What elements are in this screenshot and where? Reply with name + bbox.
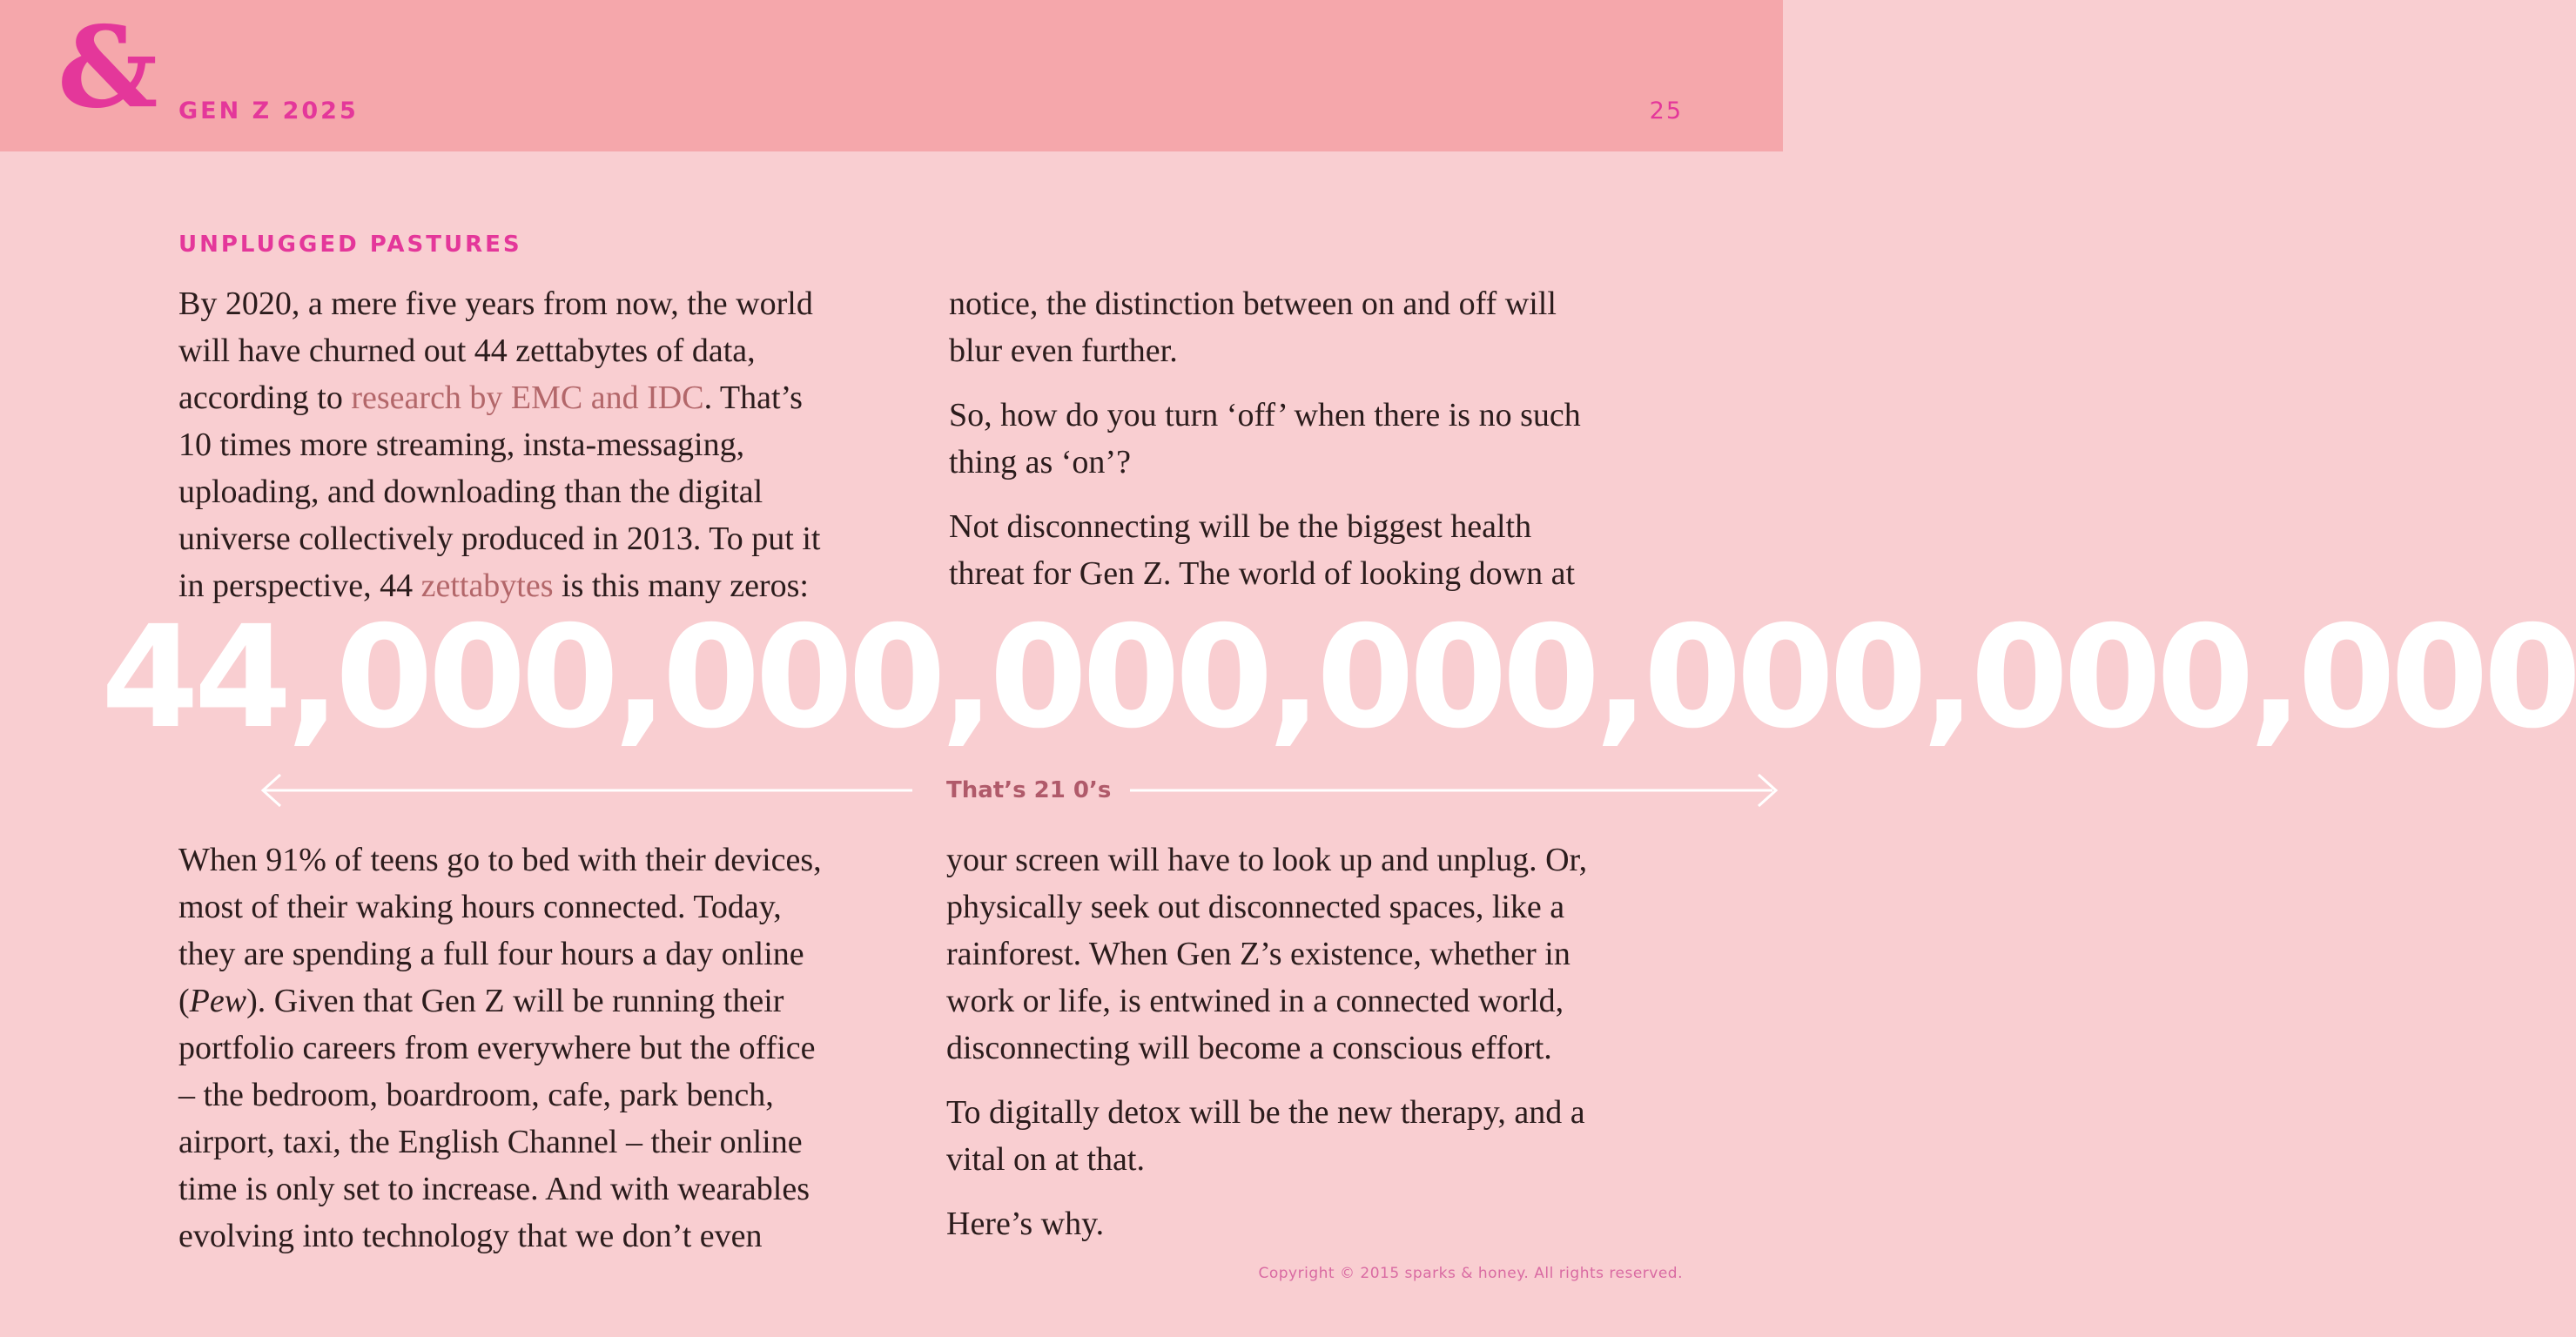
text-column-bottom-left — [178, 836, 840, 1277]
text-column-top-left — [178, 280, 840, 627]
big-number-zettabytes: 44,000,000,000,000,000,000,000 — [101, 596, 2576, 760]
paragraph: Not disconnecting will be the biggest health threat for Gen Z. The world of looking down at — [949, 508, 1576, 592]
text-column-bottom-right — [946, 836, 1608, 1265]
copyright-notice: Copyright © 2015 sparks & honey. All rights reserved. — [1258, 1265, 1683, 1282]
zeros-caption: That’s 21 0’s — [946, 777, 1112, 803]
paragraph: your screen will have to look up and unplug. Or, physically seek out disconnected spaces, like a rainforest. When Gen Z’s existence, whether in work or life, is entwined in a connected world, disconnecting will become a conscious effort. — [946, 842, 1588, 1066]
section-heading: UNPLUGGED PASTURES — [178, 232, 522, 258]
pew-citation: Pew — [189, 983, 247, 1019]
report-title: GEN Z 2025 — [178, 97, 359, 124]
paragraph: To digitally detox will be the new therapy, and a vital on at that. — [946, 1094, 1585, 1178]
paragraph: By 2020, a mere five years from now, the world will have churned out 44 zettabytes of data, according to research by EMC and IDC. That’s 10 times more streaming, insta-messaging, uploading, and downloading than the digital universe collectively produced in 2013. To put it in perspective, 44 zettabytes is this many zeros: — [178, 286, 821, 604]
paragraph: notice, the distinction between on and off will blur even further. — [949, 286, 1557, 369]
paragraph: Here’s why. — [946, 1206, 1105, 1242]
paragraph: When 91% of teens go to bed with their devices, most of their waking hours connected. Today, they are spending a full four hours a day online (Pew). Given that Gen Z will be running their portfolio careers from everywhere but the office – the bedroom, boardroom, cafe, park bench, airport, taxi, the English Channel – their online time is only set to increase. And with wearables evolving into technology that we don’t even — [178, 842, 822, 1254]
page-number: 25 — [1649, 97, 1683, 124]
text-column-top-right — [949, 280, 1611, 615]
double-arrow-icon — [0, 766, 1783, 818]
page-header — [0, 0, 1783, 151]
research-link[interactable]: research by EMC and IDC — [351, 380, 704, 416]
zettabytes-link[interactable]: zettabytes — [420, 568, 554, 604]
ampersand-logo: & — [57, 3, 158, 133]
paragraph: So, how do you turn ‘off’ when there is no such thing as ‘on’? — [949, 397, 1581, 480]
